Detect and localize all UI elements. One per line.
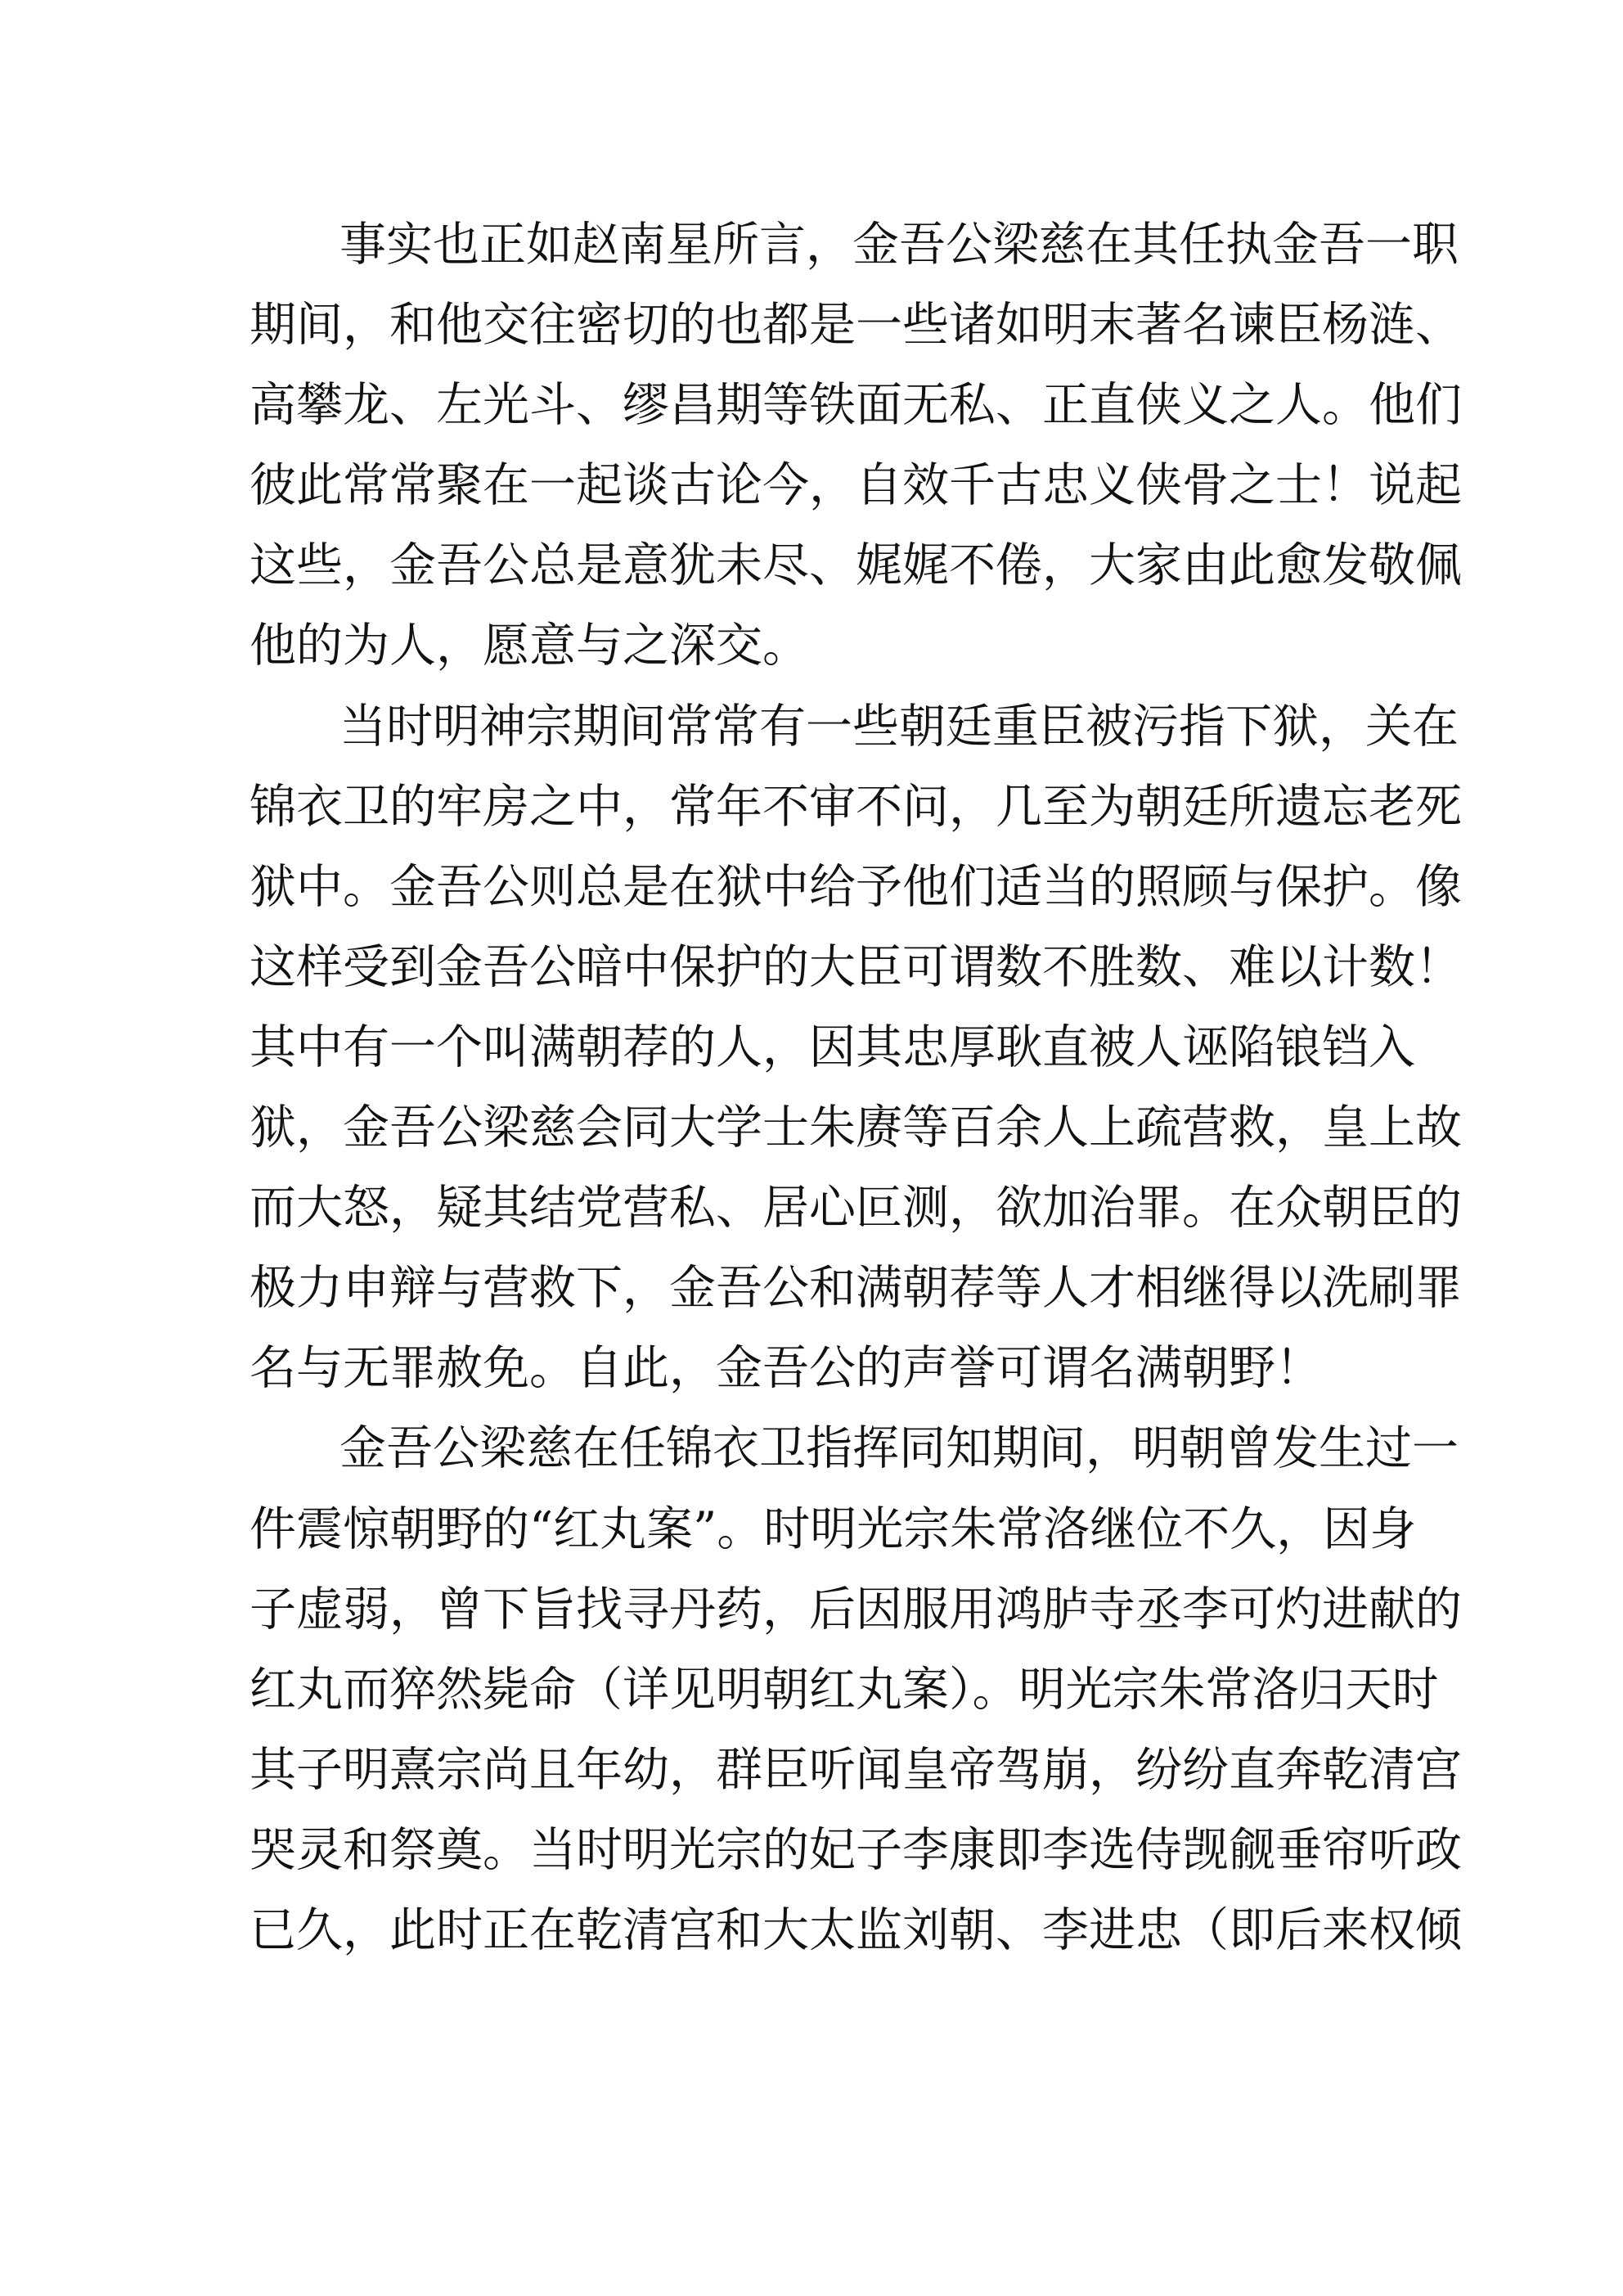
text-line: 狱，金吾公梁慈会同大学士朱赓等百余人上疏营救，皇上故 (250, 1101, 1462, 1155)
text-line: 而大怒，疑其结党营私、居心叵测，欲加治罪。在众朝臣的 (250, 1181, 1462, 1236)
paragraph (250, 1408, 1462, 1970)
text-line: 锦衣卫的牢房之中，常年不审不问，几至为朝廷所遗忘老死 (250, 779, 1462, 834)
text-line: 件震惊朝野的“红丸案”。时明光宗朱常洛继位不久，因身 (250, 1501, 1417, 1556)
text-line: 已久，此时正在乾清宫和大太监刘朝、李进忠（即后来权倾 (250, 1902, 1462, 1957)
text-line: 这些，金吾公总是意犹未尽、娓娓不倦，大家由此愈发敬佩 (250, 538, 1462, 593)
text-line: 极力申辩与营救下，金吾公和满朝荐等人才相继得以洗刷罪 (250, 1261, 1462, 1316)
body-text (250, 205, 1462, 1970)
text-line: 金吾公梁慈在任锦衣卫指挥同知期间，明朝曾发生过一 (339, 1421, 1459, 1476)
text-line: 当时明神宗期间常常有一些朝廷重臣被污指下狱，关在 (339, 699, 1459, 754)
text-line: 其中有一个叫满朝荐的人，因其忠厚耿直被人诬陷锒铛入 (250, 1020, 1415, 1074)
paragraph (250, 687, 1462, 1409)
text-line: 其子明熹宗尚且年幼，群臣听闻皇帝驾崩，纷纷直奔乾清宫 (250, 1742, 1462, 1797)
text-line: 高攀龙、左光斗、缪昌期等铁面无私、正直侠义之人。他们 (250, 378, 1462, 433)
text-line: 子虚弱，曾下旨找寻丹药，后因服用鸿胪寺丞李可灼进献的 (250, 1582, 1462, 1636)
text-line: 这样受到金吾公暗中保护的大臣可谓数不胜数、难以计数！ (250, 939, 1462, 994)
paragraph (250, 205, 1462, 687)
text-line: 事实也正如赵南星所言，金吾公梁慈在其任执金吾一职 (339, 218, 1459, 272)
text-line: 狱中。金吾公则总是在狱中给予他们适当的照顾与保护。像 (250, 859, 1462, 914)
text-line: 红丸而猝然毙命（详见明朝红丸案）。明光宗朱常洛归天时 (250, 1662, 1439, 1717)
text-line: 哭灵和祭奠。当时明光宗的妃子李康即李选侍觊觎垂帘听政 (250, 1822, 1462, 1877)
text-line: 彼此常常聚在一起谈古论今，自效千古忠义侠骨之士！说起 (250, 458, 1462, 513)
text-line: 名与无罪赦免。自此，金吾公的声誉可谓名满朝野！ (250, 1341, 1322, 1396)
text-line: 期间，和他交往密切的也都是一些诸如明末著名谏臣杨涟、 (250, 298, 1462, 353)
text-line: 他的为人，愿意与之深交。 (250, 619, 809, 673)
